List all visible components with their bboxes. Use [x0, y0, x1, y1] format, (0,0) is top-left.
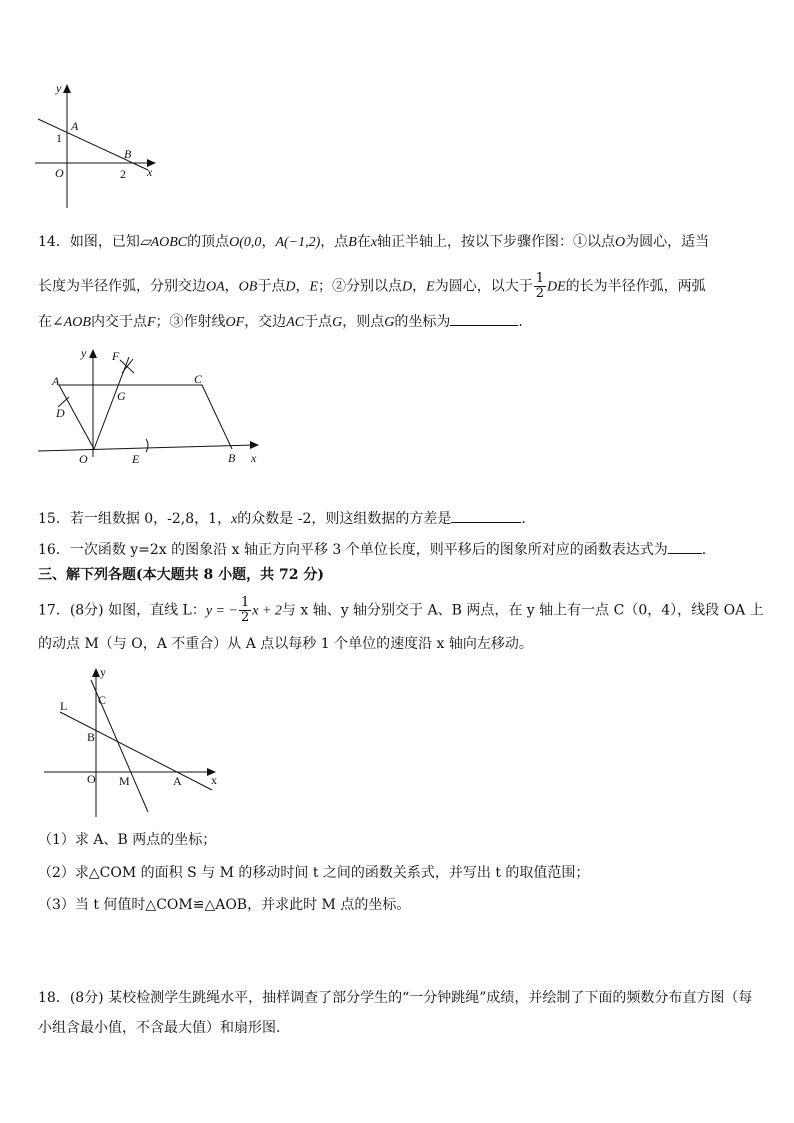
q17-equation: x + 2	[252, 603, 282, 619]
q15-text: 15．若一组数据 0，-2,8，1，	[38, 511, 232, 527]
x-axis-label: x	[147, 165, 153, 179]
answer-blank[interactable]	[451, 508, 521, 523]
point-d-label: D	[56, 406, 65, 420]
q14-var: F	[146, 315, 156, 330]
q17-line2: 的动点 M（与 O，A 不重合）从 A 点以每秒 1 个单位的速度沿 x 轴向左移动。	[38, 636, 533, 652]
q14-text: 的顶点	[187, 234, 230, 250]
y-axis-label: y	[56, 81, 62, 95]
q14-line3	[38, 311, 523, 333]
q15-text: .	[521, 511, 526, 527]
tick-x-2: 2	[120, 167, 126, 181]
q14-text: ；③作射线	[155, 314, 226, 330]
q14-var: B	[348, 235, 357, 250]
point-c-label: C	[194, 372, 203, 386]
q14-var: OB	[238, 279, 258, 295]
q14-var: OA	[206, 279, 225, 295]
q14-sep: ，	[412, 278, 427, 295]
q14-var: G	[384, 315, 395, 330]
point-o-label: O	[79, 452, 88, 466]
q14-var: OF	[225, 315, 245, 330]
q16-line	[38, 539, 706, 560]
q16-text: 16．一次函数 y=2x 的图象沿 x 轴正方向平移 3 个单位长度，则平移后的图象所对应的函数表达式为	[38, 542, 668, 558]
point-a-label: A	[173, 774, 182, 788]
q16-text: .	[701, 542, 707, 558]
point-f-label: F	[112, 349, 120, 363]
figure-q13	[30, 80, 170, 215]
y-axis-arrow	[63, 84, 71, 93]
parallelogram-aobc	[59, 385, 232, 449]
answer-blank[interactable]	[450, 311, 518, 326]
q14-text: 14．如图，已知	[38, 234, 140, 250]
section-3-heading: 三、解下列各题(本大题共 8 小题，共 72 分)	[38, 567, 324, 583]
q14-a-coord: A(−1,2)	[275, 235, 321, 250]
q14-fraction	[534, 272, 546, 301]
q14-text: ，则点	[342, 314, 385, 330]
point-a-label: A	[52, 374, 60, 388]
point-b-label: B	[228, 451, 236, 465]
y-axis-label: y	[100, 665, 106, 679]
q14-var: D	[285, 279, 296, 295]
point-b-label: B	[87, 730, 96, 744]
q14-text: .	[518, 314, 523, 330]
q14-var: E	[426, 279, 435, 295]
point-g-label: G	[117, 389, 126, 403]
q14-text: ，交边	[244, 314, 287, 330]
q14-text: 于点	[257, 278, 286, 295]
q14-text: 在	[356, 234, 371, 250]
line-l-label: L	[60, 699, 68, 713]
q14-var: O	[615, 235, 626, 250]
q15-var: x	[231, 512, 238, 527]
x-axis-label: x	[251, 451, 257, 465]
point-c-label: C	[98, 693, 107, 707]
figure-q17	[40, 662, 230, 822]
point-e-label: E	[132, 452, 140, 466]
point-a-label: A	[71, 119, 79, 133]
line-ab	[38, 119, 148, 170]
fraction-denominator: 2	[240, 610, 250, 625]
tick-y-1: 1	[56, 131, 62, 145]
q18-line1: 18．(8分) 某校检测学生跳绳水平，抽样调查了部分学生的“一分钟跳绳”成绩，并绘制了下面的频数分布直方图（每	[38, 990, 753, 1006]
point-b-label: B	[124, 147, 132, 161]
fraction-numerator: 1	[240, 595, 250, 610]
q14-text: 于点	[304, 314, 333, 330]
q18-line2: 小组含最小值，不含最大值）和扇形图.	[38, 1020, 281, 1036]
point-o-label: O	[87, 772, 96, 786]
q14-var: x	[370, 235, 378, 250]
q17-sub3: （3）当 t 何值时△COM≌△AOB，并求此时 M 点的坐标。	[38, 897, 411, 913]
q14-text: 内交于点	[90, 314, 147, 330]
x-axis-arrow	[250, 441, 259, 449]
q14-text: 的坐标为	[394, 314, 451, 330]
q15-line	[38, 508, 526, 530]
q14-o-coord: O(0,0	[229, 235, 262, 250]
q14-var: DE	[547, 279, 566, 295]
line-l	[60, 712, 212, 790]
q17-sub1: （1）求 A、B 两点的坐标；	[38, 832, 217, 848]
point-m-label: M	[119, 774, 130, 788]
q14-var: G	[332, 315, 343, 330]
y-axis-arrow	[92, 668, 100, 677]
q14-text: 为圆心，适当	[625, 234, 710, 250]
q17-sub2: （2）求△COM 的面积 S 与 M 的移动时间 t 之间的函数关系式，并写出 t 的取值范围；	[38, 865, 590, 881]
q17-text: 与 x 轴、y 轴分别交于 A、B 两点，在 y 轴上有一点 C（0，4），线段 OA 上	[281, 602, 764, 619]
q14-text: 为圆心，以大于	[434, 278, 533, 295]
answer-blank[interactable]	[668, 539, 702, 554]
q14-text: 在∠	[38, 314, 64, 330]
q14-text: 轴正半轴上，按以下步骤作图：①以点	[377, 234, 616, 250]
q17-line1	[38, 596, 764, 625]
q14-var: D	[402, 279, 413, 295]
q14-sep: ，	[295, 278, 310, 295]
q17-text: 17．(8分) 如图，直线 L：	[38, 602, 206, 619]
q14-var: AC	[286, 315, 305, 330]
q17-fraction	[239, 596, 251, 625]
y-axis-label: y	[81, 346, 87, 360]
x-axis	[38, 445, 254, 451]
q14-sep: ，	[261, 234, 276, 250]
y-axis-arrow	[89, 349, 97, 358]
q14-var: E	[309, 279, 319, 295]
q15-text: 的众数是 -2，则这组数据的方差是	[237, 511, 452, 527]
q14-text: ；②分别以点	[318, 278, 403, 295]
fraction-denominator: 2	[535, 286, 544, 301]
q14-line1	[38, 232, 709, 253]
q14-var: AOB	[63, 315, 91, 330]
arc-e	[146, 439, 148, 452]
q14-text: 的长为半径作弧，两弧	[565, 278, 706, 295]
figure-q14	[36, 345, 266, 470]
q14-shape: ▱AOBC	[139, 235, 188, 250]
fraction-numerator: 1	[535, 271, 544, 286]
q14-text: 长度为半径作弧，分别交边	[38, 278, 206, 295]
q14-sep: ，	[224, 278, 239, 295]
origin-label: O	[55, 166, 64, 180]
x-axis-label: x	[211, 773, 217, 787]
q17-equation: y = −	[205, 603, 238, 619]
q14-line2	[38, 272, 706, 301]
q14-text: ，点	[320, 234, 349, 250]
